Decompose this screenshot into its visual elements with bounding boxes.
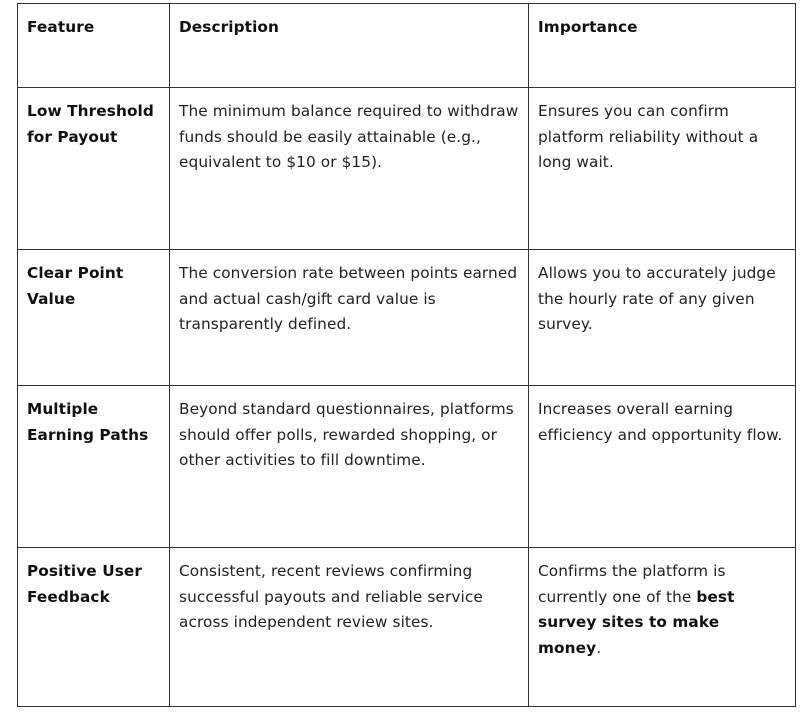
header-importance: Importance [529, 4, 796, 88]
features-table [17, 3, 796, 707]
importance-cell [529, 548, 796, 707]
table-row [18, 88, 796, 250]
feature-cell: Low Threshold for Payout [18, 88, 170, 250]
description-cell: The conversion rate between points earned and actual cash/gift card value is transparently defined. [170, 250, 529, 386]
description-cell: Beyond standard questionnaires, platforms should offer polls, rewarded shopping, or other activities to fill downtime. [170, 386, 529, 548]
table-row [18, 548, 796, 707]
importance-text-end: . [596, 638, 602, 657]
importance-cell: Allows you to accurately judge the hourly rate of any given survey. [529, 250, 796, 386]
description-cell: The minimum balance required to withdraw funds should be easily attainable (e.g., equivalent to $10 or $15). [170, 88, 529, 250]
best-survey-sites-link-text: best survey sites to make money [538, 587, 735, 657]
table-header-row [18, 4, 796, 88]
feature-cell: Positive User Feedback [18, 548, 170, 707]
importance-text: Confirms the platform is currently one of the [538, 562, 726, 606]
importance-cell: Ensures you can confirm platform reliability without a long wait. [529, 88, 796, 250]
description-cell: Consistent, recent reviews confirming successful payouts and reliable service across independent review sites. [170, 548, 529, 707]
table-row [18, 250, 796, 386]
importance-cell: Increases overall earning efficiency and opportunity flow. [529, 386, 796, 548]
feature-cell: Multiple Earning Paths [18, 386, 170, 548]
header-feature: Feature [18, 4, 170, 88]
table-row [18, 386, 796, 548]
header-description: Description [170, 4, 529, 88]
feature-cell: Clear Point Value [18, 250, 170, 386]
